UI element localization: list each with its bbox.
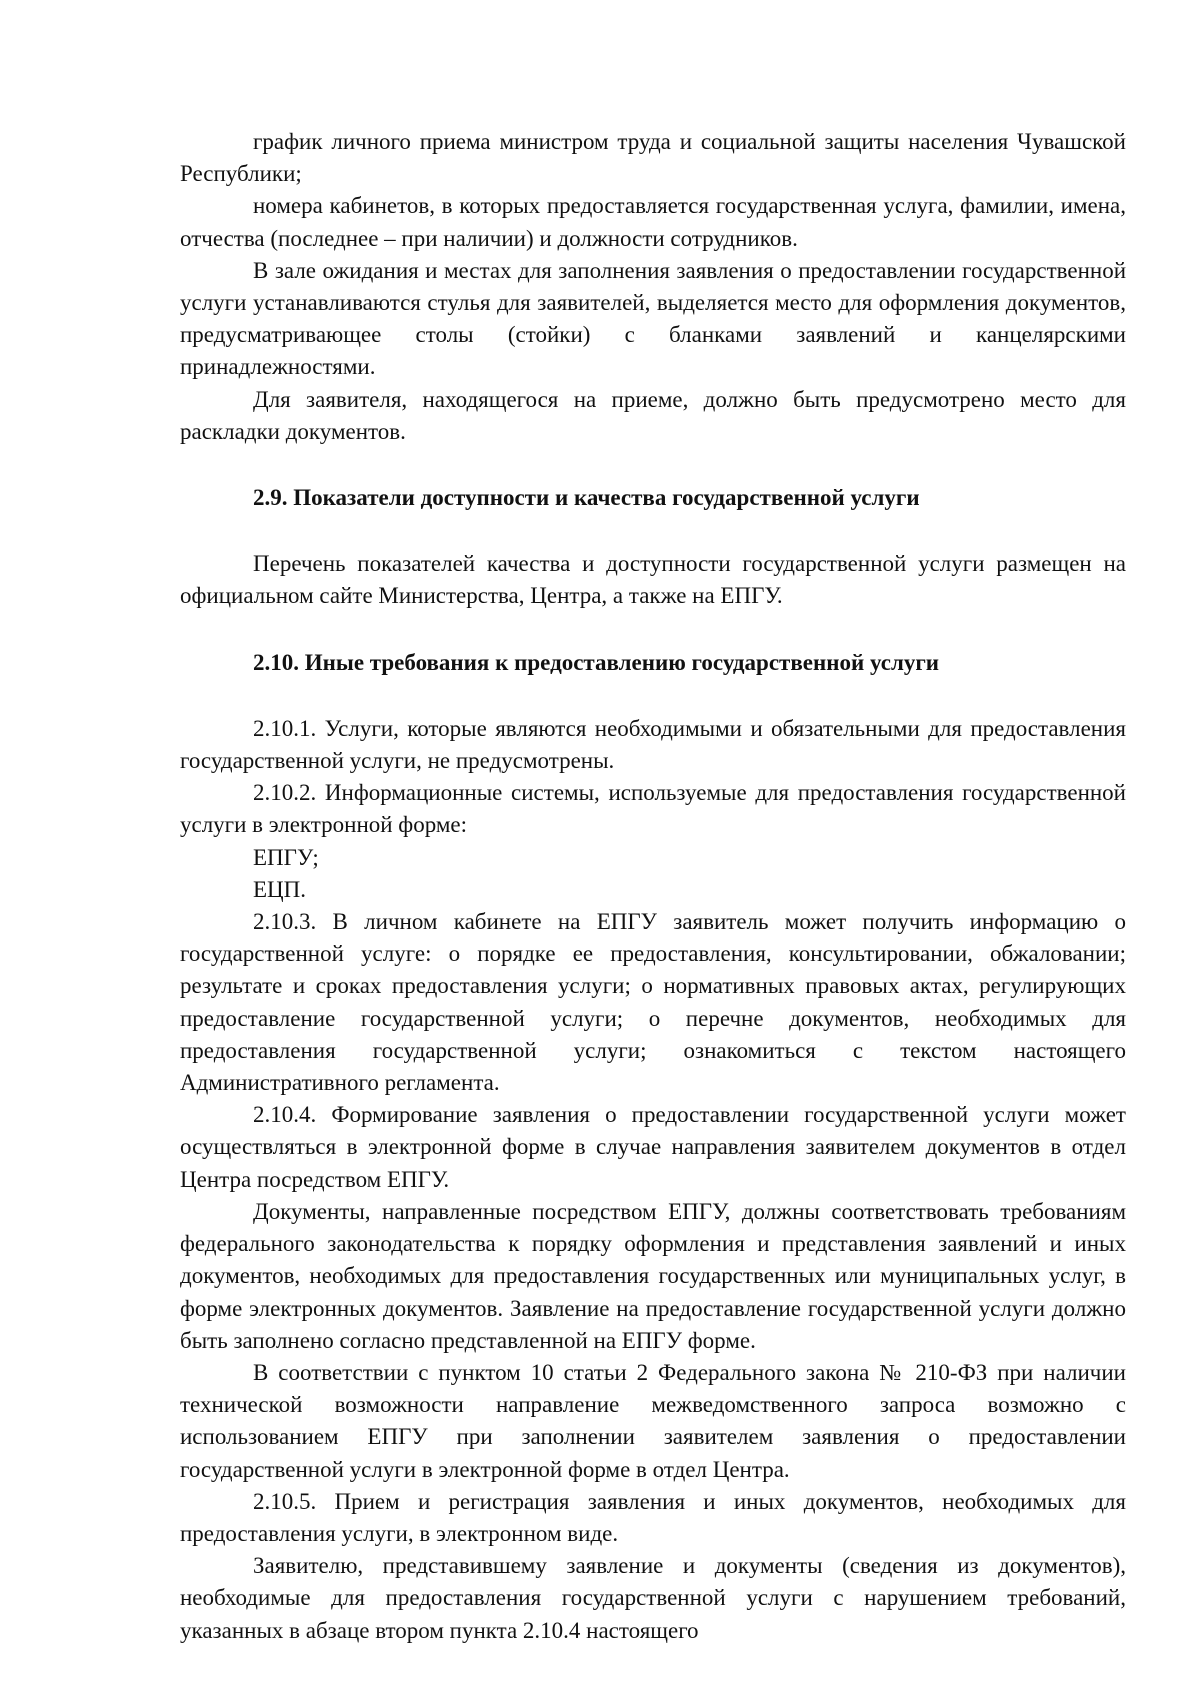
list-item-epgu: ЕПГУ;	[253, 844, 319, 870]
paragraph-waiting-hall: В зале ожидания и местах для заполнения заявления о предоставлении государственной услуги устанавливаются стулья для заявителей, выделяется место для оформления документов, предусматривающее столы (стойки) с бланками заявлений и канцелярскими принадлежностями.	[180, 257, 1126, 380]
list-item-ecp: ЕЦП.	[253, 876, 307, 902]
paragraph-applicant-violations: Заявителю, представившему заявление и документы (сведения из документов), необходимые для предоставления государственной услуги с нарушением требований, указанных в абзаце втором пункта 2.10.4 настоящего	[180, 1553, 1126, 1643]
section-heading-2-9: 2.9. Показатели доступности и качества государственной услуги	[253, 485, 920, 511]
paragraph-2-10-4: 2.10.4. Формирование заявления о предоставлении государственной услуги может осуществляться в электронной форме в случае направления заявителем документов в отдел Центра посредством ЕПГУ.	[180, 1102, 1126, 1192]
document-body	[180, 126, 1126, 1647]
paragraph-2-10-2: 2.10.2. Информационные системы, используемые для предоставления государственной услуги в электронной форме:	[180, 780, 1126, 838]
paragraph-2-10-1: 2.10.1. Услуги, которые являются необходимыми и обязательными для предоставления государственной услуги, не предусмотрены.	[180, 715, 1126, 774]
paragraph-reception-schedule: график личного приема министром труда и социальной защиты населения Чувашской Республики;	[180, 129, 1126, 187]
paragraph-2-10-5: 2.10.5. Прием и регистрация заявления и иных документов, необходимых для предоставления услуги, в электронном виде.	[180, 1488, 1126, 1546]
paragraph-2-10-3: 2.10.3. В личном кабинете на ЕПГУ заявитель может получить информацию о государственной услуге: о порядке ее предоставления, консультировании, обжаловании; результате и сроках предоставления услуги; о нормативных правовых актах, регулирующих предоставление государственной услуги; о перечне документов, необходимых для предоставления государственной услуги; ознакомиться с текстом настоящего Административного регламента.	[180, 909, 1126, 1096]
paragraph-electronic-documents: Документы, направленные посредством ЕПГУ, должны соответствовать требованиям федерального законодательства к порядку оформления и представления заявлений и иных документов, необходимых для предоставления государственных или муниципальных услуг, в форме электронных документов. Заявление на предоставление государственной услуги должно быть заполнено согласно представленной на ЕПГУ форме.	[180, 1198, 1126, 1353]
paragraph-interagency-request: В соответствии с пунктом 10 статьи 2 Федерального закона № 210-ФЗ при наличии технической возможности направление межведомственного запроса возможно с использованием ЕПГУ при заполнении заявителем заявления о предоставлении государственной услуги в электронной форме в отдел Центра.	[180, 1359, 1126, 1482]
paragraph-quality-indicators: Перечень показателей качества и доступности государственной услуги размещен на официальном сайте Министерства, Центра, а также на ЕПГУ.	[180, 551, 1126, 609]
section-heading-2-10: 2.10. Иные требования к предоставлению государственной услуги	[253, 649, 940, 675]
paragraph-document-space: Для заявителя, находящегося на приеме, должно быть предусмотрено место для раскладки документов.	[180, 386, 1126, 444]
paragraph-office-numbers: номера кабинетов, в которых предоставляется государственная услуга, фамилии, имена, отчества (последнее – при наличии) и должности сотрудников.	[180, 193, 1126, 251]
